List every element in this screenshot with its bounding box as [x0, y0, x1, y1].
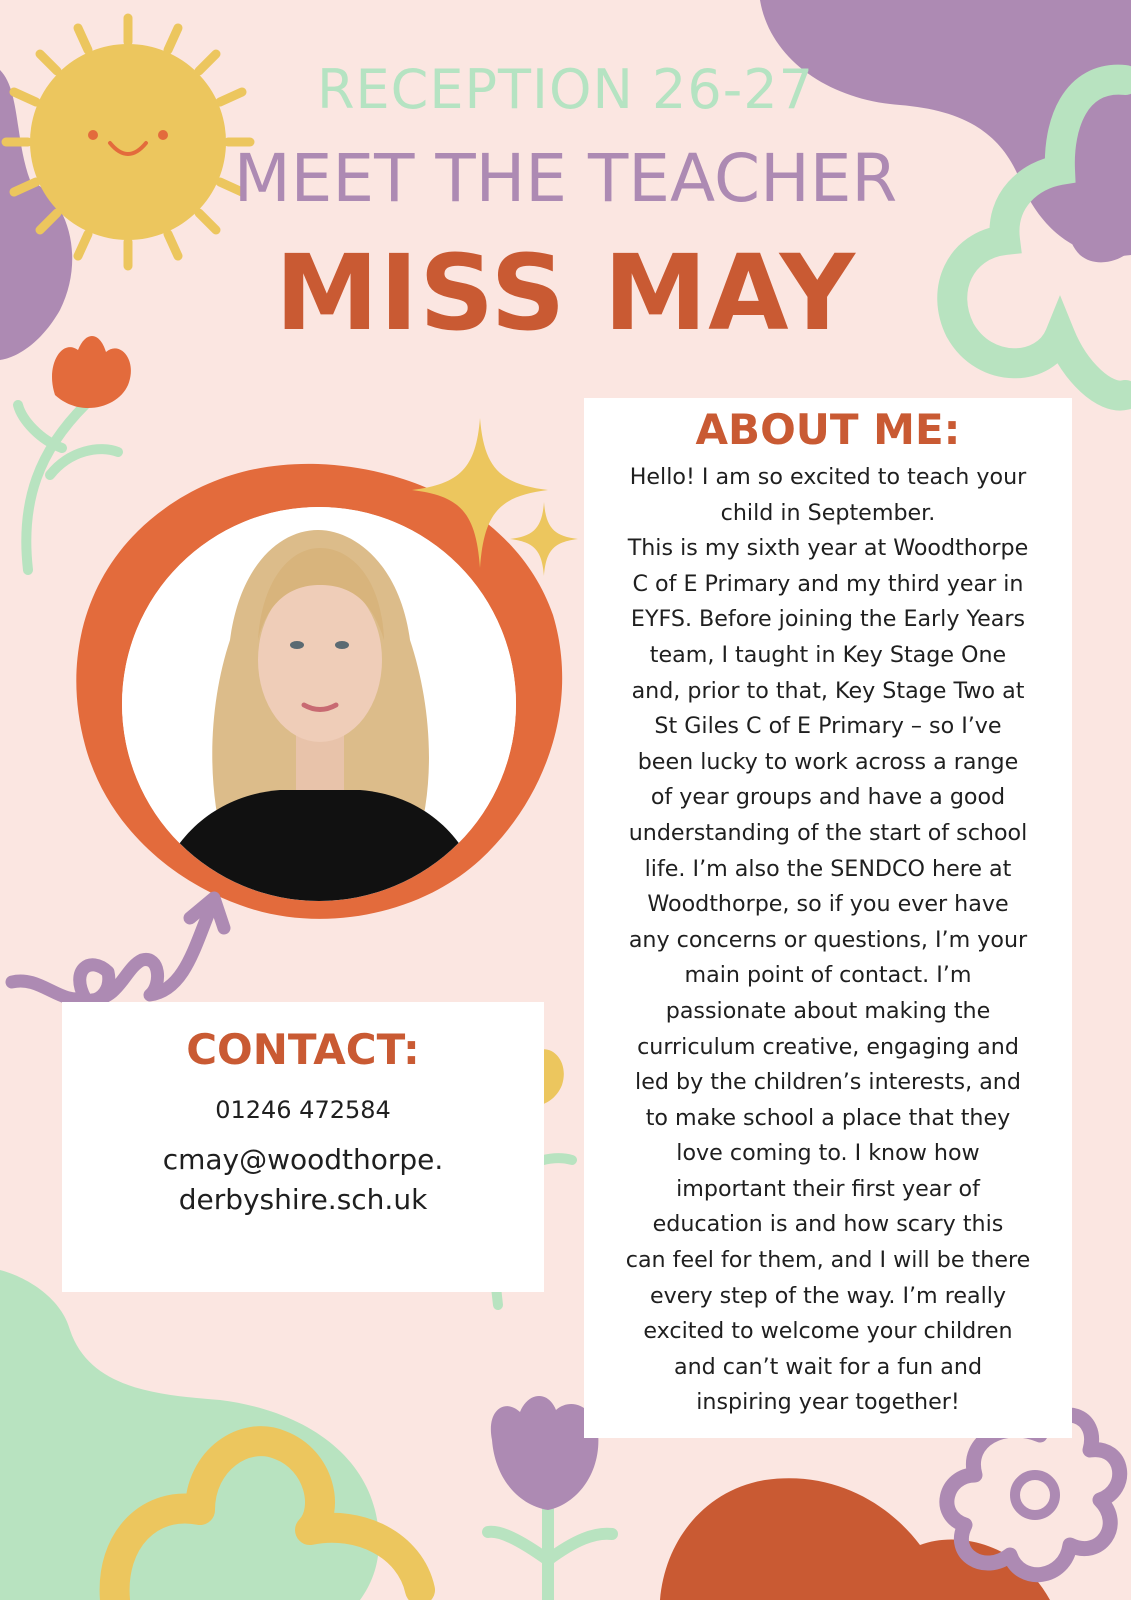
contact-heading: CONTACT:: [186, 1025, 420, 1074]
subheading: RECEPTION 26-27: [317, 58, 814, 121]
page-title: MEET THE TEACHER: [233, 140, 898, 217]
contact-panel: [62, 1002, 544, 1292]
squiggle-arrow-icon: [12, 898, 224, 1000]
teacher-name: MISS MAY: [275, 232, 856, 354]
contact-email: cmay@woodthorpe. derbyshire.sch.uk: [162, 1143, 444, 1216]
flower-center: [1015, 1475, 1055, 1515]
about-me-text: Hello! I am so excited to teach your child in September. This is my sixth year at Woodthorpe C of E Primary and my third year in EYFS. Before joining the Early Years team, I taught in Key Stage One and, prior to that, Key Stage Two at St Giles C of E Primary – so I’ve been lucky to work across a range of year groups and have a good understanding of the start of school life. I’m also the SENDCO here at Woodthorpe, so if you ever have any concerns or questions, I’m your main point of contact. I’m passionate about making the curriculum creative, engaging and led by the children’s interests, and to make school a place that they love coming to. I know how important their first year of education is and how scary this can feel for them, and I will be there every step of the way. I’m really excited to welcome your children and can’t wait for a fun and inspiring year together!: [625, 464, 1031, 1416]
tulip-icon: [18, 336, 131, 570]
green-blob-bottom-left: [0, 1270, 379, 1600]
contact-phone: 01246 472584: [215, 1096, 391, 1124]
orange-blob-bottom-right: [660, 1478, 1050, 1600]
flower-icon-purple: [947, 1415, 1120, 1575]
about-me-panel: [584, 398, 1072, 1438]
about-me-heading: ABOUT ME:: [695, 405, 961, 454]
